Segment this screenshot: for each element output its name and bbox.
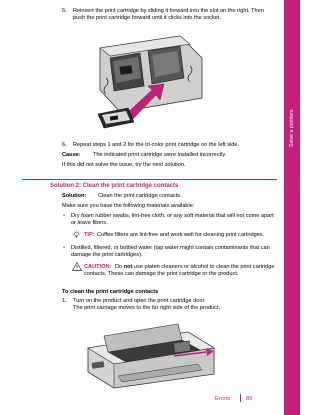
procedure-heading: To clean the print cartridge contacts [62, 289, 159, 295]
caution-text-line: contacts. These can damage the print cartridge or the product. [84, 271, 239, 277]
step-text-line: The print carriage moves to the far right side of the product. [73, 305, 221, 311]
sidebar-tab [284, 0, 300, 415]
next-solution-note: If this did not solve the issue, try the next solution. [62, 162, 186, 168]
bullet-text-line: Distilled, filtered, or bottled water (tap water might contain contaminants that can [71, 245, 270, 251]
step-text-line: Reinsert the print cartridge by sliding it forward into the slot on the right. Then [73, 8, 264, 14]
step-number: 6. [62, 142, 67, 148]
caution-triangle-icon [72, 262, 82, 271]
step-number: 1. [62, 298, 67, 304]
caution-label: CAUTION: [84, 264, 112, 270]
caution-post: use platen cleaners or alcohol to clean the print cartridge [133, 264, 275, 270]
caution-pre: Do [115, 264, 123, 270]
footer-section: Errors [215, 396, 231, 402]
tip-label: TIP: [84, 232, 95, 238]
bullet-text-line: or leave fibers. [71, 220, 108, 226]
step-text-line: Repeat steps 1 and 2 for the tri-color print cartridge on the left side. [73, 142, 240, 148]
step-text-line: Turn on the product and open the print cartridge door. [73, 298, 206, 304]
sidebar-label: Solve a problem [289, 109, 295, 147]
solution-heading: Solution 2: Clean the print cartridge contacts [50, 183, 179, 189]
section-divider [22, 179, 277, 180]
cartridge-insertion-illustration [80, 28, 210, 138]
bullet-marker: • [63, 213, 65, 219]
cause-label: Cause: [62, 152, 81, 158]
tip-lightbulb-icon [72, 230, 81, 239]
caution-emphasis: not [123, 264, 133, 270]
page-number: 89 [246, 396, 253, 402]
step-number: 5. [62, 8, 67, 14]
tip-text: Coffee filters are lint-free and work well for cleaning print cartridges. [97, 232, 265, 238]
footer-divider [240, 394, 241, 402]
printer-door-open-illustration [78, 318, 220, 390]
solution-text: Clean the print cartridge contacts. [98, 193, 182, 199]
cause-text: The indicated print cartridge were installed incorrectly. [93, 152, 227, 158]
bullet-text-line: damage the print cartridges). [71, 252, 143, 258]
bullet-marker: • [63, 245, 65, 251]
bullet-text-line: Dry foam rubber swabs, lint-free cloth, or any soft material that will not come apart [71, 213, 274, 219]
step-text-line: push the print cartridge forward until it clicks into the socket. [73, 15, 221, 21]
solution-label: Solution: [62, 193, 87, 199]
materials-intro: Make sure you have the following materials available: [62, 203, 195, 209]
